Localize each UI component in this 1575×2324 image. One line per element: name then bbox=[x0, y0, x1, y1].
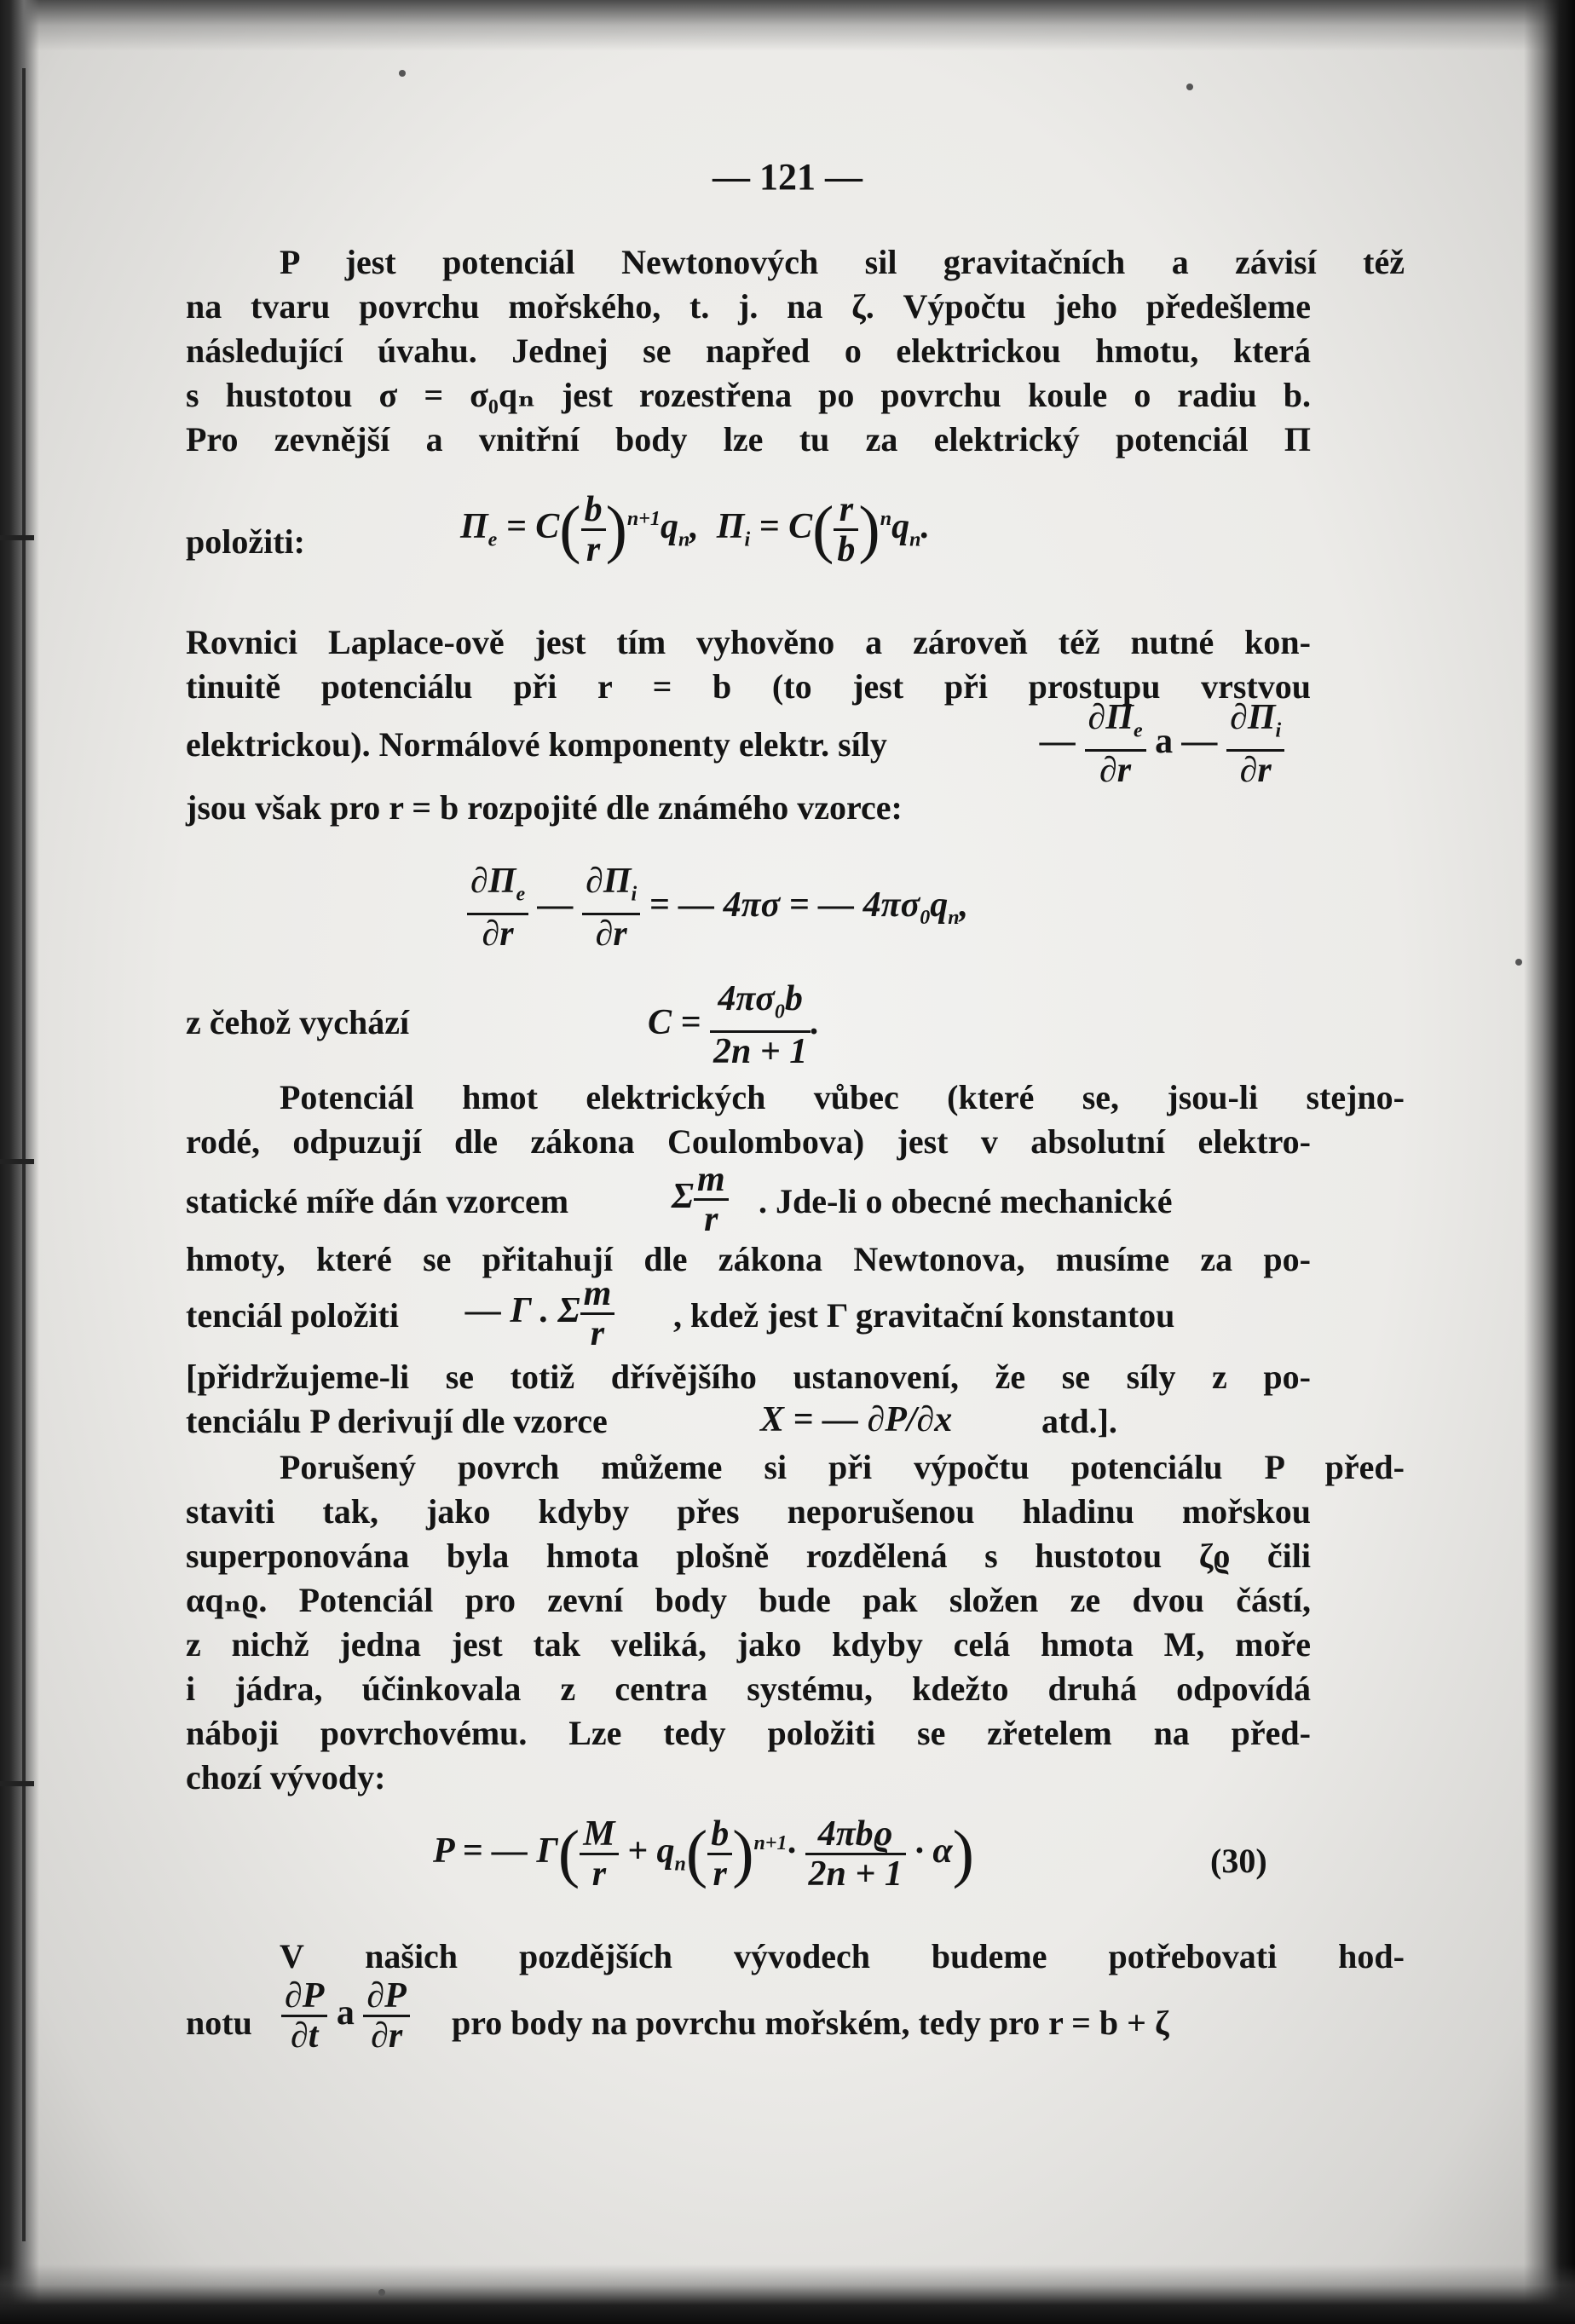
page-edge-bottom bbox=[0, 2264, 1575, 2324]
text-line: následující úvahu. Jednej se napřed o elektrickou hmotu, která bbox=[186, 332, 1311, 370]
text-line: z nichž jedna jest tak veliká, jako kdyby celá hmota M, moře bbox=[186, 1625, 1311, 1664]
text-line: náboji povrchovému. Lze tedy položiti se zřetelem na před- bbox=[186, 1714, 1311, 1752]
equation-partial-derivatives: $\frac{\partial P}{\partial t}$ a $\frac{\partial P}{\partial r}$ bbox=[281, 1977, 410, 2055]
text-line: P jest potenciál Newtonových sil gravitačních a závisí též bbox=[280, 243, 1405, 281]
paper-speck bbox=[378, 2289, 385, 2296]
equation-discontinuity: $\frac{\partial\Pi_e}{\partial r}$ — $\frac{\partial\Pi_i}{\partial r}$ = — 4πσ = — $4\pi\sigma_0q_n$, bbox=[467, 862, 968, 953]
text-line: hmoty, které se přitahují dle zákona Newtonova, musíme za po- bbox=[186, 1240, 1311, 1278]
margin-tick bbox=[0, 1159, 34, 1164]
text-line: αqₙϱ. Potenciál pro zevní body bude pak složen ze dvou částí, bbox=[186, 1581, 1311, 1619]
text-line: rodé, odpuzují dle zákona Coulombova) jest v absolutní elektro- bbox=[186, 1122, 1311, 1161]
paper-speck bbox=[1515, 959, 1522, 966]
margin-tick bbox=[0, 1781, 34, 1786]
equation-gravitational-potential: — Γ . Σ $\frac{m}{r}$ bbox=[465, 1275, 614, 1352]
text-line: superponována byla hmota plošně rozdělená s hustotou ζϱ čili bbox=[186, 1537, 1311, 1575]
equation-label: položiti: bbox=[186, 522, 305, 561]
text-line: Porušený povrch můžeme si při výpočtu potenciálu P před- bbox=[280, 1448, 1405, 1486]
text-line: . Jde-li o obecné mechanické bbox=[759, 1182, 1173, 1220]
equation-normal-components: — $\frac{\partial\Pi_e}{\partial r}$ a — $\frac{\partial\Pi_i}{\partial r}$ bbox=[1040, 699, 1284, 789]
text-line: na tvaru povrchu mořského, t. j. na ζ. Výpočtu jeho předešleme bbox=[186, 287, 1311, 326]
paper-speck bbox=[399, 70, 406, 77]
text-line: pro body na povrchu mořském, tedy pro r = b + ζ bbox=[452, 2004, 1169, 2042]
text-line: s hustotou σ = σ₀qₙ jest rozestřena po povrchu koule o radiu b. bbox=[186, 376, 1311, 414]
paper-speck bbox=[1186, 84, 1193, 90]
text-line: , kdež jest Γ gravitační konstantou bbox=[673, 1296, 1175, 1335]
text-line: notu bbox=[186, 2004, 252, 2042]
equation-label: z čehož vychází bbox=[186, 1003, 410, 1041]
text-line: V našich pozdějších vývodech budeme potřebovati hod- bbox=[280, 1937, 1405, 1975]
text-line: statické míře dán vzorcem bbox=[186, 1182, 569, 1220]
text-line: elektrickou). Normálové komponenty elektr. síly bbox=[186, 725, 887, 764]
equation-force-derivative: X = — ∂P/∂x bbox=[760, 1400, 953, 1439]
text-line: Rovnici Laplace-ově jest tím vyhověno a zároveň též nutné kon- bbox=[186, 623, 1311, 661]
text-line: Potenciál hmot elektrických vůbec (které se, jsou-li stejno- bbox=[280, 1078, 1405, 1116]
binding-rule bbox=[22, 68, 26, 2241]
text-line: tenciál položiti bbox=[186, 1296, 399, 1335]
text-line: atd.]. bbox=[1041, 1402, 1117, 1440]
equation-potential-outer-inner: $\Pi_e = C$( $\frac{b}{r}$ )$^{n+1}q_n$, $\Pi_i = C$( $\frac{r}{b}$ )$^nq_n$. bbox=[460, 490, 930, 569]
equation-constant-c: C = $\frac{4\pi\sigma_0b}{2n + 1}$ . bbox=[648, 979, 820, 1072]
page-number: — 121 — bbox=[712, 156, 862, 198]
margin-tick bbox=[0, 535, 34, 540]
text-line: chozí vývody: bbox=[186, 1758, 386, 1796]
page-edge-top bbox=[0, 0, 1575, 51]
page-edge-right bbox=[1524, 0, 1575, 2324]
equation-30-potential-p: P = — Γ( $\frac{M}{r}$ + $q_n$( $\frac{b}{r}$ )$^{n+1}$· $\frac{\text{4πbϱ}}{2n + 1}$ · α) bbox=[433, 1814, 974, 1894]
text-line: tenciálu P derivují dle vzorce bbox=[186, 1402, 608, 1440]
text-line: i jádra, účinkovala z centra systému, kdežto druhá odpovídá bbox=[186, 1669, 1311, 1708]
text-line: jsou však pro r = b rozpojité dle známého vzorce: bbox=[186, 788, 903, 827]
text-line: Pro zevnější a vnitřní body lze tu za elektrický potenciál Π bbox=[186, 420, 1311, 458]
text-line: staviti tak, jako kdyby přes neporušenou hladinu mořskou bbox=[186, 1492, 1311, 1531]
text-line: tinuitě potenciálu při r = b (to jest při prostupu vrstvou bbox=[186, 667, 1311, 706]
text-line: [přidržujeme-li se totiž dřívějšího ustanovení, že se síly z po- bbox=[186, 1358, 1311, 1396]
equation-number: (30) bbox=[1210, 1842, 1267, 1880]
equation-sum-m-over-r: Σ $\frac{m}{r}$ bbox=[672, 1161, 729, 1238]
